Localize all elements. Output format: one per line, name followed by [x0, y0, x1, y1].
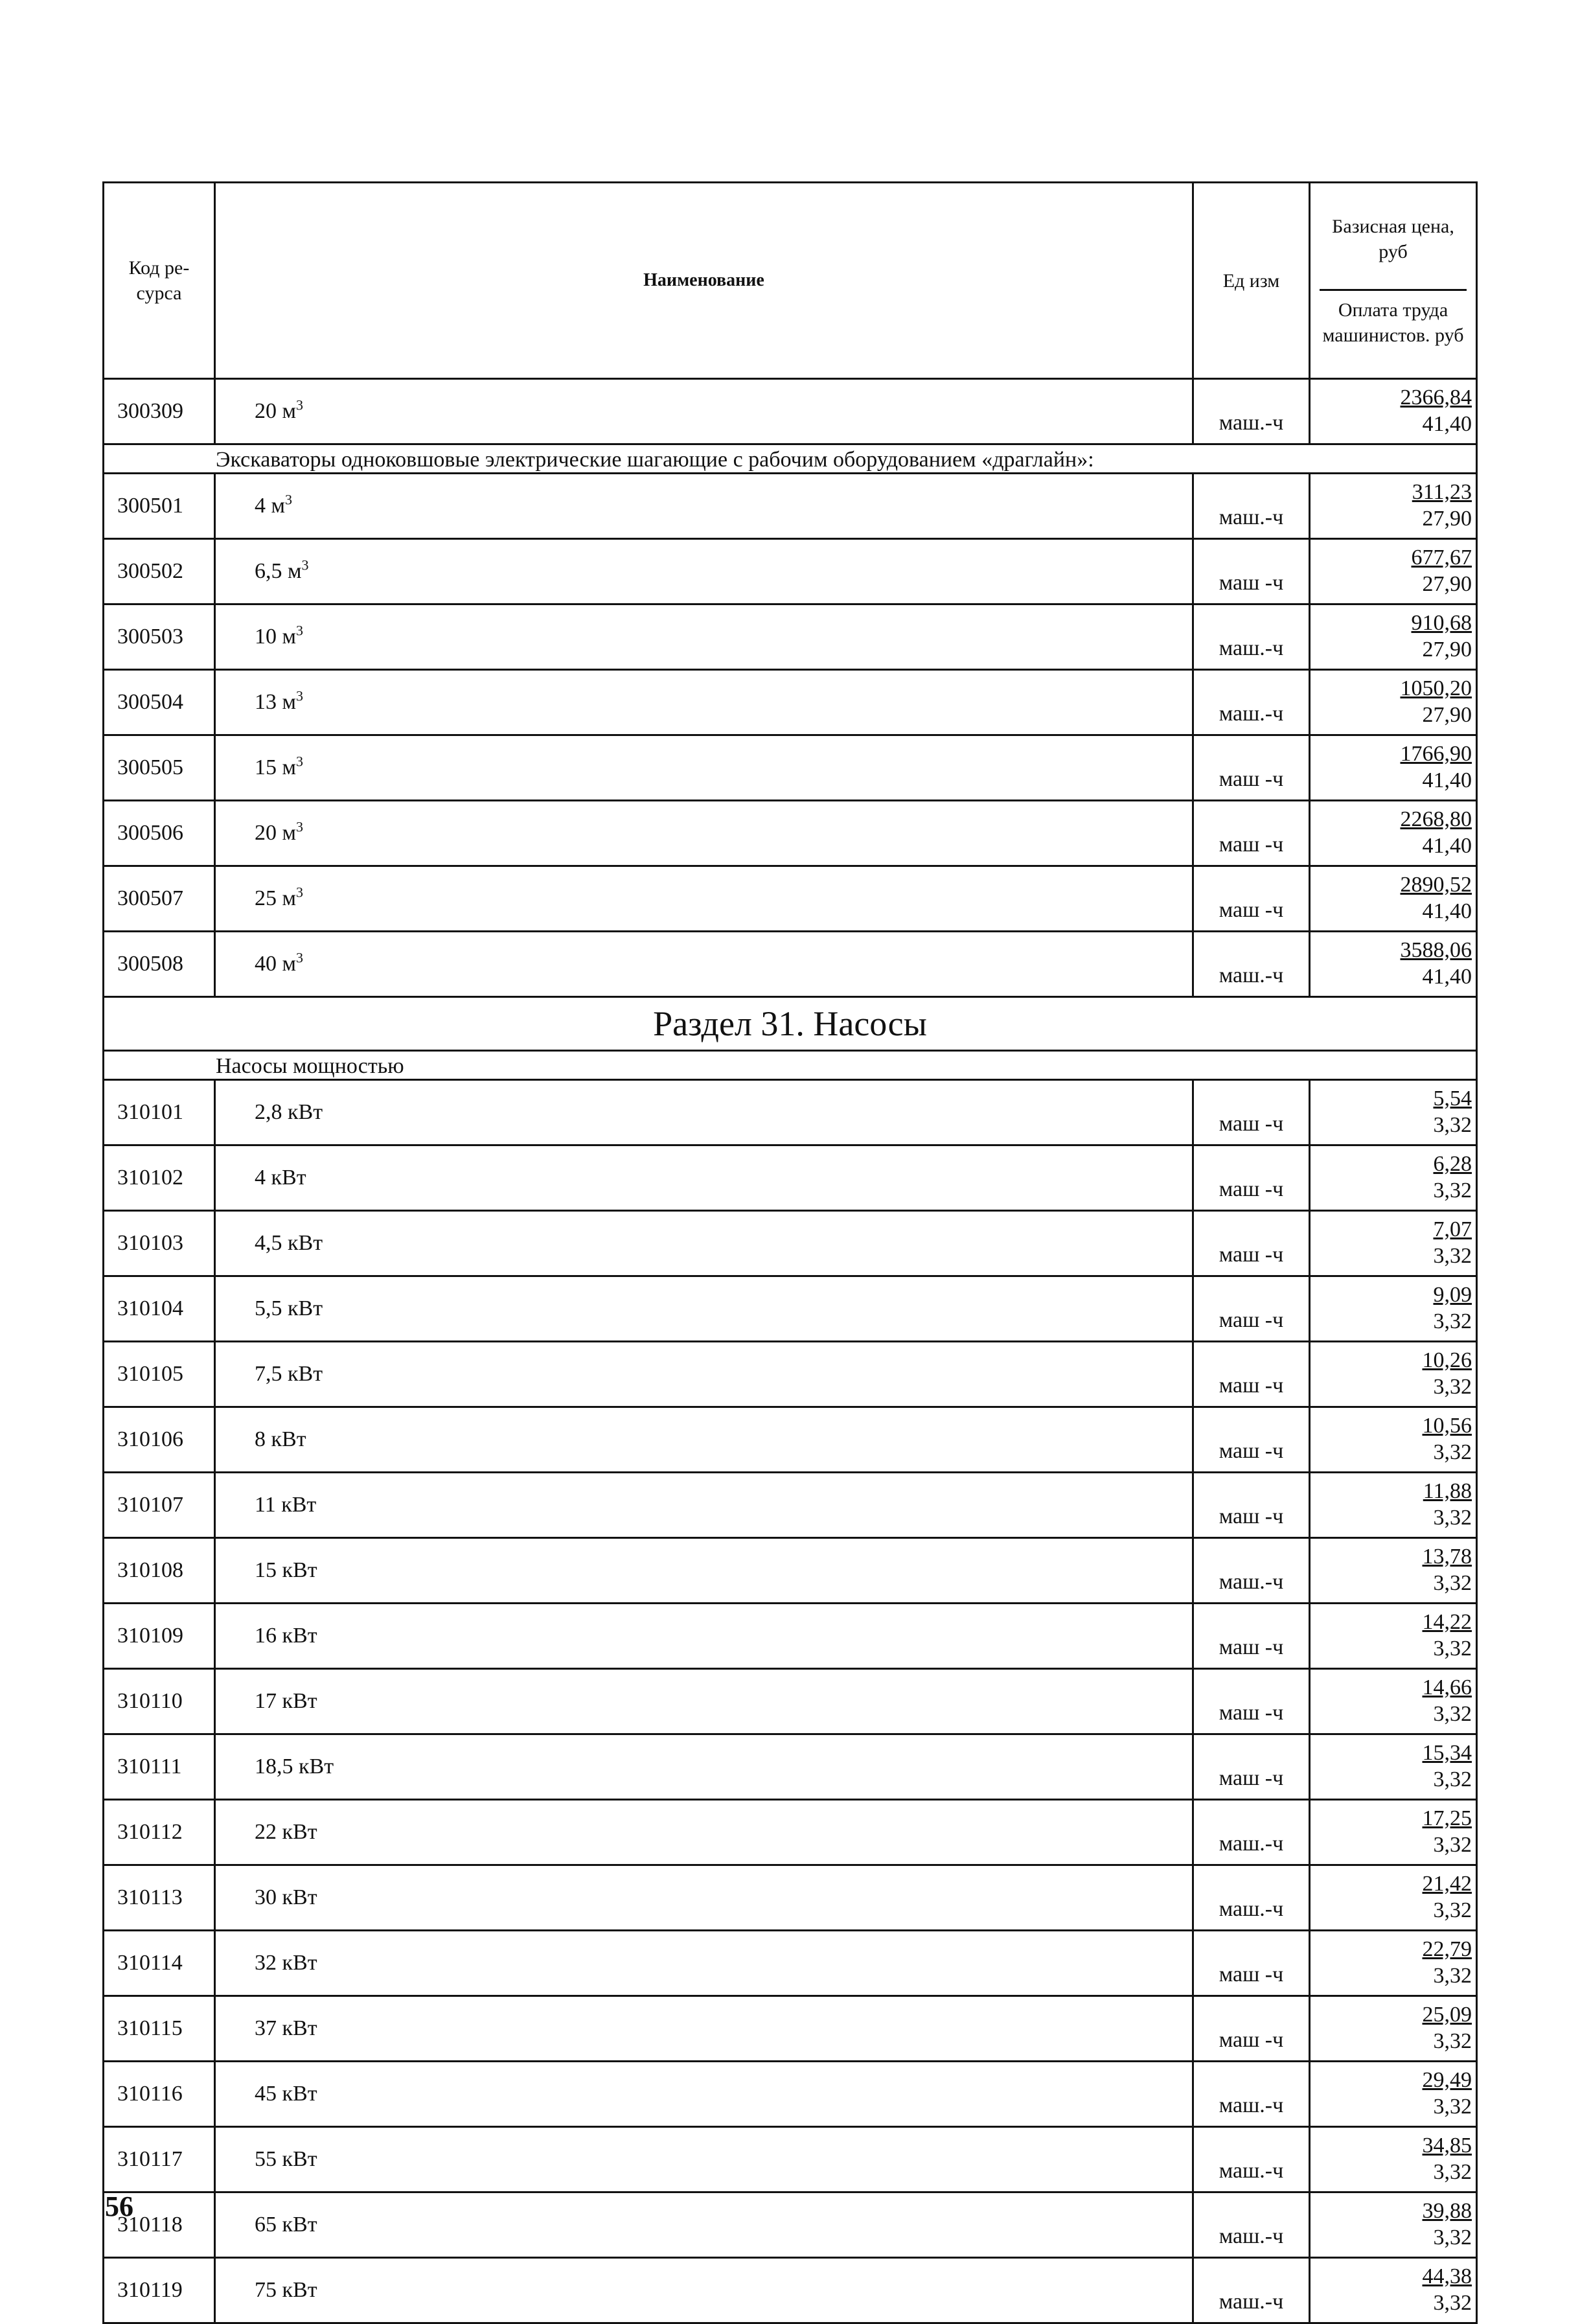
- resource-name: [215, 1734, 1193, 1800]
- resource-name: [215, 2192, 1193, 2258]
- unit-of-measure: маш -ч: [1193, 801, 1310, 866]
- base-price: 3588,06: [1400, 938, 1472, 962]
- resource-name: [215, 1996, 1193, 2062]
- table-row: [104, 1342, 1477, 1407]
- unit-exponent: 3: [296, 818, 304, 835]
- base-price: 44,38: [1422, 2264, 1472, 2288]
- table-row: [104, 735, 1477, 801]
- operator-pay: 3,32: [1433, 2291, 1472, 2315]
- unit-of-measure: маш -ч: [1193, 1276, 1310, 1342]
- table-row: [104, 1211, 1477, 1276]
- price-cell: [1310, 670, 1477, 735]
- resource-name-text: 22 кВт: [255, 1820, 317, 1844]
- resource-name-text: 45 кВт: [255, 2082, 317, 2106]
- unit-of-measure: маш -ч: [1193, 1669, 1310, 1734]
- resource-name: [215, 932, 1193, 997]
- resource-code: 310113: [104, 1865, 215, 1931]
- price-cell: [1310, 1538, 1477, 1604]
- table-header-row: [104, 183, 1477, 379]
- price-cell: [1310, 539, 1477, 604]
- price-cell: [1310, 379, 1477, 444]
- resource-code: 300505: [104, 735, 215, 801]
- base-price: 13,78: [1422, 1545, 1472, 1569]
- unit-of-measure: маш.-ч: [1193, 2258, 1310, 2323]
- resource-code: 310116: [104, 2062, 215, 2127]
- price-cell: [1310, 1734, 1477, 1800]
- header-price-labor: Оплата труда машинистов. руб: [1320, 289, 1467, 348]
- resource-name: [215, 1080, 1193, 1145]
- unit-of-measure: маш -ч: [1193, 1734, 1310, 1800]
- price-cell: [1310, 1342, 1477, 1407]
- table-row: [104, 1865, 1477, 1931]
- resource-name-text: 55 кВт: [255, 2147, 317, 2171]
- unit-of-measure: маш.-ч: [1193, 1538, 1310, 1604]
- base-price: 311,23: [1412, 480, 1472, 504]
- unit-of-measure: маш -ч: [1193, 735, 1310, 801]
- base-price: 2890,52: [1400, 873, 1472, 897]
- resource-code: 310112: [104, 1800, 215, 1865]
- operator-pay: 27,90: [1422, 572, 1472, 596]
- unit-exponent: 3: [296, 753, 304, 770]
- price-cell: [1310, 2062, 1477, 2127]
- table-row: [104, 1145, 1477, 1211]
- unit-exponent: 3: [296, 622, 304, 639]
- base-price: 11,88: [1423, 1479, 1472, 1503]
- operator-pay: 41,40: [1422, 899, 1472, 923]
- table-row: [104, 2127, 1477, 2192]
- resource-name: [215, 474, 1193, 539]
- resource-name-text: 7,5 кВт: [255, 1362, 323, 1386]
- table-row: [104, 1080, 1477, 1145]
- base-price: 677,67: [1411, 546, 1472, 569]
- resource-name-text: 20 м: [255, 399, 297, 423]
- table-row: [104, 1407, 1477, 1473]
- resource-name: [215, 1211, 1193, 1276]
- table-row: [104, 801, 1477, 866]
- resource-name: [215, 604, 1193, 670]
- price-cell: [1310, 801, 1477, 866]
- price-cell: [1310, 1276, 1477, 1342]
- price-cell: [1310, 2192, 1477, 2258]
- header-price-base: Базисная цена, руб: [1332, 215, 1454, 262]
- resource-name: [215, 2062, 1193, 2127]
- unit-of-measure: маш.-ч: [1193, 474, 1310, 539]
- table-row: [104, 379, 1477, 444]
- base-price: 9,09: [1433, 1283, 1472, 1307]
- resource-name-text: 30 кВт: [255, 1885, 317, 1909]
- operator-pay: 3,32: [1433, 1833, 1472, 1857]
- group-header-row: [104, 444, 1477, 474]
- unit-of-measure: маш.-ч: [1193, 1865, 1310, 1931]
- resource-name: [215, 539, 1193, 604]
- resource-name: [215, 1669, 1193, 1734]
- base-price: 14,66: [1422, 1675, 1472, 1699]
- base-price: 34,85: [1422, 2134, 1472, 2157]
- group-header-row: [104, 1051, 1477, 1080]
- unit-exponent: 3: [301, 557, 309, 573]
- price-cell: [1310, 2127, 1477, 2192]
- table-row: [104, 1538, 1477, 1604]
- resource-code: 310111: [104, 1734, 215, 1800]
- resource-name: [215, 1604, 1193, 1669]
- resource-code: 300506: [104, 801, 215, 866]
- resource-name-text: 10 м: [255, 625, 297, 649]
- table-row: [104, 1734, 1477, 1800]
- operator-pay: 27,90: [1422, 507, 1472, 531]
- operator-pay: 3,32: [1433, 1309, 1472, 1333]
- operator-pay: 41,40: [1422, 412, 1472, 436]
- unit-of-measure: маш -ч: [1193, 1473, 1310, 1538]
- operator-pay: 3,32: [1433, 1375, 1472, 1399]
- table-row: [104, 2192, 1477, 2258]
- unit-exponent: 3: [285, 491, 293, 508]
- price-cell: [1310, 1211, 1477, 1276]
- price-cell: [1310, 474, 1477, 539]
- resource-name: [215, 379, 1193, 444]
- price-cell: [1310, 1473, 1477, 1538]
- resource-name: [215, 1931, 1193, 1996]
- resource-name-text: 37 кВт: [255, 2016, 317, 2040]
- table-row: [104, 1931, 1477, 1996]
- operator-pay: 3,32: [1433, 2095, 1472, 2119]
- resource-name-text: 25 м: [255, 886, 297, 910]
- unit-of-measure: маш.-ч: [1193, 2192, 1310, 2258]
- price-cell: [1310, 1865, 1477, 1931]
- resource-name: [215, 1473, 1193, 1538]
- header-name: Наименование: [215, 183, 1193, 379]
- resource-name: [215, 866, 1193, 932]
- unit-of-measure: маш.-ч: [1193, 379, 1310, 444]
- resource-code: 310106: [104, 1407, 215, 1473]
- table-row: [104, 2258, 1477, 2323]
- table-row: [104, 670, 1477, 735]
- resource-name-text: 4 м: [255, 494, 286, 518]
- price-cell: [1310, 2258, 1477, 2323]
- table-row: [104, 1669, 1477, 1734]
- resource-name-text: 4,5 кВт: [255, 1231, 323, 1255]
- price-cell: [1310, 866, 1477, 932]
- resource-name: [215, 801, 1193, 866]
- operator-pay: 41,40: [1422, 834, 1472, 858]
- resource-name-text: 32 кВт: [255, 1951, 317, 1975]
- unit-of-measure: маш -ч: [1193, 1080, 1310, 1145]
- resource-name-text: 18,5 кВт: [255, 1755, 334, 1778]
- base-price: 6,28: [1433, 1152, 1472, 1176]
- unit-of-measure: маш -ч: [1193, 539, 1310, 604]
- resource-name-text: 75 кВт: [255, 2278, 317, 2302]
- base-price: 22,79: [1422, 1937, 1472, 1961]
- resource-code: 310119: [104, 2258, 215, 2323]
- resource-name: [215, 1342, 1193, 1407]
- resource-code: 300503: [104, 604, 215, 670]
- table-row: [104, 1604, 1477, 1669]
- operator-pay: 3,32: [1433, 1964, 1472, 1988]
- operator-pay: 3,32: [1433, 1179, 1472, 1202]
- unit-of-measure: маш -ч: [1193, 1931, 1310, 1996]
- unit-of-measure: маш.-ч: [1193, 670, 1310, 735]
- operator-pay: 3,32: [1433, 1702, 1472, 1726]
- price-cell: [1310, 1931, 1477, 1996]
- base-price: 910,68: [1411, 611, 1472, 635]
- unit-of-measure: маш -ч: [1193, 866, 1310, 932]
- resource-code: 300309: [104, 379, 215, 444]
- unit-of-measure: маш -ч: [1193, 1145, 1310, 1211]
- operator-pay: 3,32: [1433, 1113, 1472, 1137]
- page-number: 56: [105, 2191, 133, 2222]
- resource-code: 300501: [104, 474, 215, 539]
- unit-of-measure: маш -ч: [1193, 1996, 1310, 2062]
- resource-name-text: 15 кВт: [255, 1558, 317, 1582]
- price-cell: [1310, 1996, 1477, 2062]
- operator-pay: 3,32: [1433, 1898, 1472, 1922]
- resource-code: 300508: [104, 932, 215, 997]
- resource-name: [215, 1865, 1193, 1931]
- unit-of-measure: маш.-ч: [1193, 932, 1310, 997]
- base-price: 29,49: [1422, 2068, 1472, 2092]
- price-cell: [1310, 1604, 1477, 1669]
- operator-pay: 3,32: [1433, 2029, 1472, 2053]
- resource-code: 310110: [104, 1669, 215, 1734]
- base-price: 1050,20: [1400, 676, 1472, 700]
- base-price: 10,56: [1422, 1414, 1472, 1438]
- section-header-row: [104, 997, 1477, 1051]
- resource-name-text: 15 м: [255, 755, 297, 779]
- unit-of-measure: маш -ч: [1193, 1342, 1310, 1407]
- operator-pay: 3,32: [1433, 2160, 1472, 2184]
- unit-exponent: 3: [296, 687, 304, 704]
- resource-code: 310101: [104, 1080, 215, 1145]
- base-price: 1766,90: [1400, 742, 1472, 766]
- table-row: [104, 932, 1477, 997]
- resource-name-text: 13 м: [255, 690, 297, 714]
- table-row: [104, 1473, 1477, 1538]
- operator-pay: 3,32: [1433, 1440, 1472, 1464]
- resource-name-text: 17 кВт: [255, 1689, 317, 1713]
- operator-pay: 27,90: [1422, 638, 1472, 662]
- resource-code: 310107: [104, 1473, 215, 1538]
- resource-code: 310105: [104, 1342, 215, 1407]
- resource-name: [215, 1407, 1193, 1473]
- table-body: [104, 379, 1477, 2323]
- resource-name-text: 5,5 кВт: [255, 1296, 323, 1320]
- base-price: 15,34: [1422, 1741, 1472, 1765]
- table-row: [104, 866, 1477, 932]
- base-price: 10,26: [1422, 1348, 1472, 1372]
- resource-name-text: 40 м: [255, 952, 297, 976]
- operator-pay: 3,32: [1433, 1637, 1472, 1661]
- resource-code: 300504: [104, 670, 215, 735]
- resource-name-text: 8 кВт: [255, 1427, 306, 1451]
- operator-pay: 41,40: [1422, 965, 1472, 989]
- table-row: [104, 474, 1477, 539]
- resource-name-text: 11 кВт: [255, 1493, 317, 1517]
- header-price: [1310, 183, 1477, 379]
- resource-name: [215, 1145, 1193, 1211]
- unit-of-measure: маш -ч: [1193, 1211, 1310, 1276]
- table-row: [104, 1800, 1477, 1865]
- resource-code: 300507: [104, 866, 215, 932]
- unit-of-measure: маш.-ч: [1193, 604, 1310, 670]
- resource-code: 310117: [104, 2127, 215, 2192]
- table-row: [104, 2062, 1477, 2127]
- operator-pay: 27,90: [1422, 703, 1472, 727]
- resource-name-text: 65 кВт: [255, 2213, 317, 2237]
- unit-of-measure: маш.-ч: [1193, 1800, 1310, 1865]
- resource-name: [215, 670, 1193, 735]
- group-title: Экскаваторы одноковшовые электрические шагающие с рабочим оборудованием «драглайн»:: [104, 444, 1477, 474]
- price-cell: [1310, 1080, 1477, 1145]
- operator-pay: 3,32: [1433, 1244, 1472, 1268]
- section-title: Раздел 31. Насосы: [104, 997, 1477, 1051]
- group-title: Насосы мощностью: [104, 1051, 1477, 1080]
- base-price: 39,88: [1422, 2199, 1472, 2223]
- unit-exponent: 3: [296, 949, 304, 966]
- resource-name-text: 2,8 кВт: [255, 1100, 323, 1124]
- base-price: 5,54: [1433, 1087, 1472, 1110]
- base-price: 14,22: [1422, 1610, 1472, 1634]
- base-price: 21,42: [1422, 1872, 1472, 1896]
- resource-name: [215, 1538, 1193, 1604]
- operator-pay: 3,32: [1433, 2226, 1472, 2249]
- base-price: 2366,84: [1400, 385, 1472, 409]
- resource-name: [215, 2127, 1193, 2192]
- operator-pay: 41,40: [1422, 768, 1472, 792]
- price-cell: [1310, 735, 1477, 801]
- resource-code: 310109: [104, 1604, 215, 1669]
- base-price: 17,25: [1422, 1806, 1472, 1830]
- resource-price-table: [102, 181, 1478, 2324]
- header-unit: Ед изм: [1193, 183, 1310, 379]
- resource-code: 310114: [104, 1931, 215, 1996]
- operator-pay: 3,32: [1433, 1767, 1472, 1791]
- resource-name: [215, 2258, 1193, 2323]
- resource-code: 310115: [104, 1996, 215, 2062]
- unit-exponent: 3: [296, 884, 304, 901]
- price-cell: [1310, 1669, 1477, 1734]
- resource-name-text: 20 м: [255, 821, 297, 845]
- resource-name-text: 16 кВт: [255, 1624, 317, 1648]
- base-price: 7,07: [1433, 1217, 1472, 1241]
- resource-code: 310102: [104, 1145, 215, 1211]
- resource-name-text: 6,5 м: [255, 559, 302, 583]
- table-row: [104, 604, 1477, 670]
- table-row: [104, 1276, 1477, 1342]
- unit-of-measure: маш.-ч: [1193, 2127, 1310, 2192]
- resource-code: 300502: [104, 539, 215, 604]
- resource-name: [215, 1276, 1193, 1342]
- resource-code: 310103: [104, 1211, 215, 1276]
- price-cell: [1310, 1407, 1477, 1473]
- price-cell: [1310, 932, 1477, 997]
- resource-code: 310104: [104, 1276, 215, 1342]
- unit-of-measure: маш.-ч: [1193, 2062, 1310, 2127]
- table-row: [104, 1996, 1477, 2062]
- resource-name-text: 4 кВт: [255, 1166, 306, 1190]
- header-code: Код ре- сурса: [104, 183, 215, 379]
- operator-pay: 3,32: [1433, 1571, 1472, 1595]
- base-price: 25,09: [1422, 2003, 1472, 2027]
- table-row: [104, 539, 1477, 604]
- unit-of-measure: маш -ч: [1193, 1604, 1310, 1669]
- price-cell: [1310, 604, 1477, 670]
- resource-name: [215, 1800, 1193, 1865]
- unit-of-measure: маш -ч: [1193, 1407, 1310, 1473]
- resource-code: 310108: [104, 1538, 215, 1604]
- price-cell: [1310, 1800, 1477, 1865]
- operator-pay: 3,32: [1433, 1506, 1472, 1530]
- unit-exponent: 3: [296, 397, 304, 413]
- resource-name: [215, 735, 1193, 801]
- price-cell: [1310, 1145, 1477, 1211]
- resource-code: 310118: [104, 2192, 215, 2258]
- base-price: 2268,80: [1400, 807, 1472, 831]
